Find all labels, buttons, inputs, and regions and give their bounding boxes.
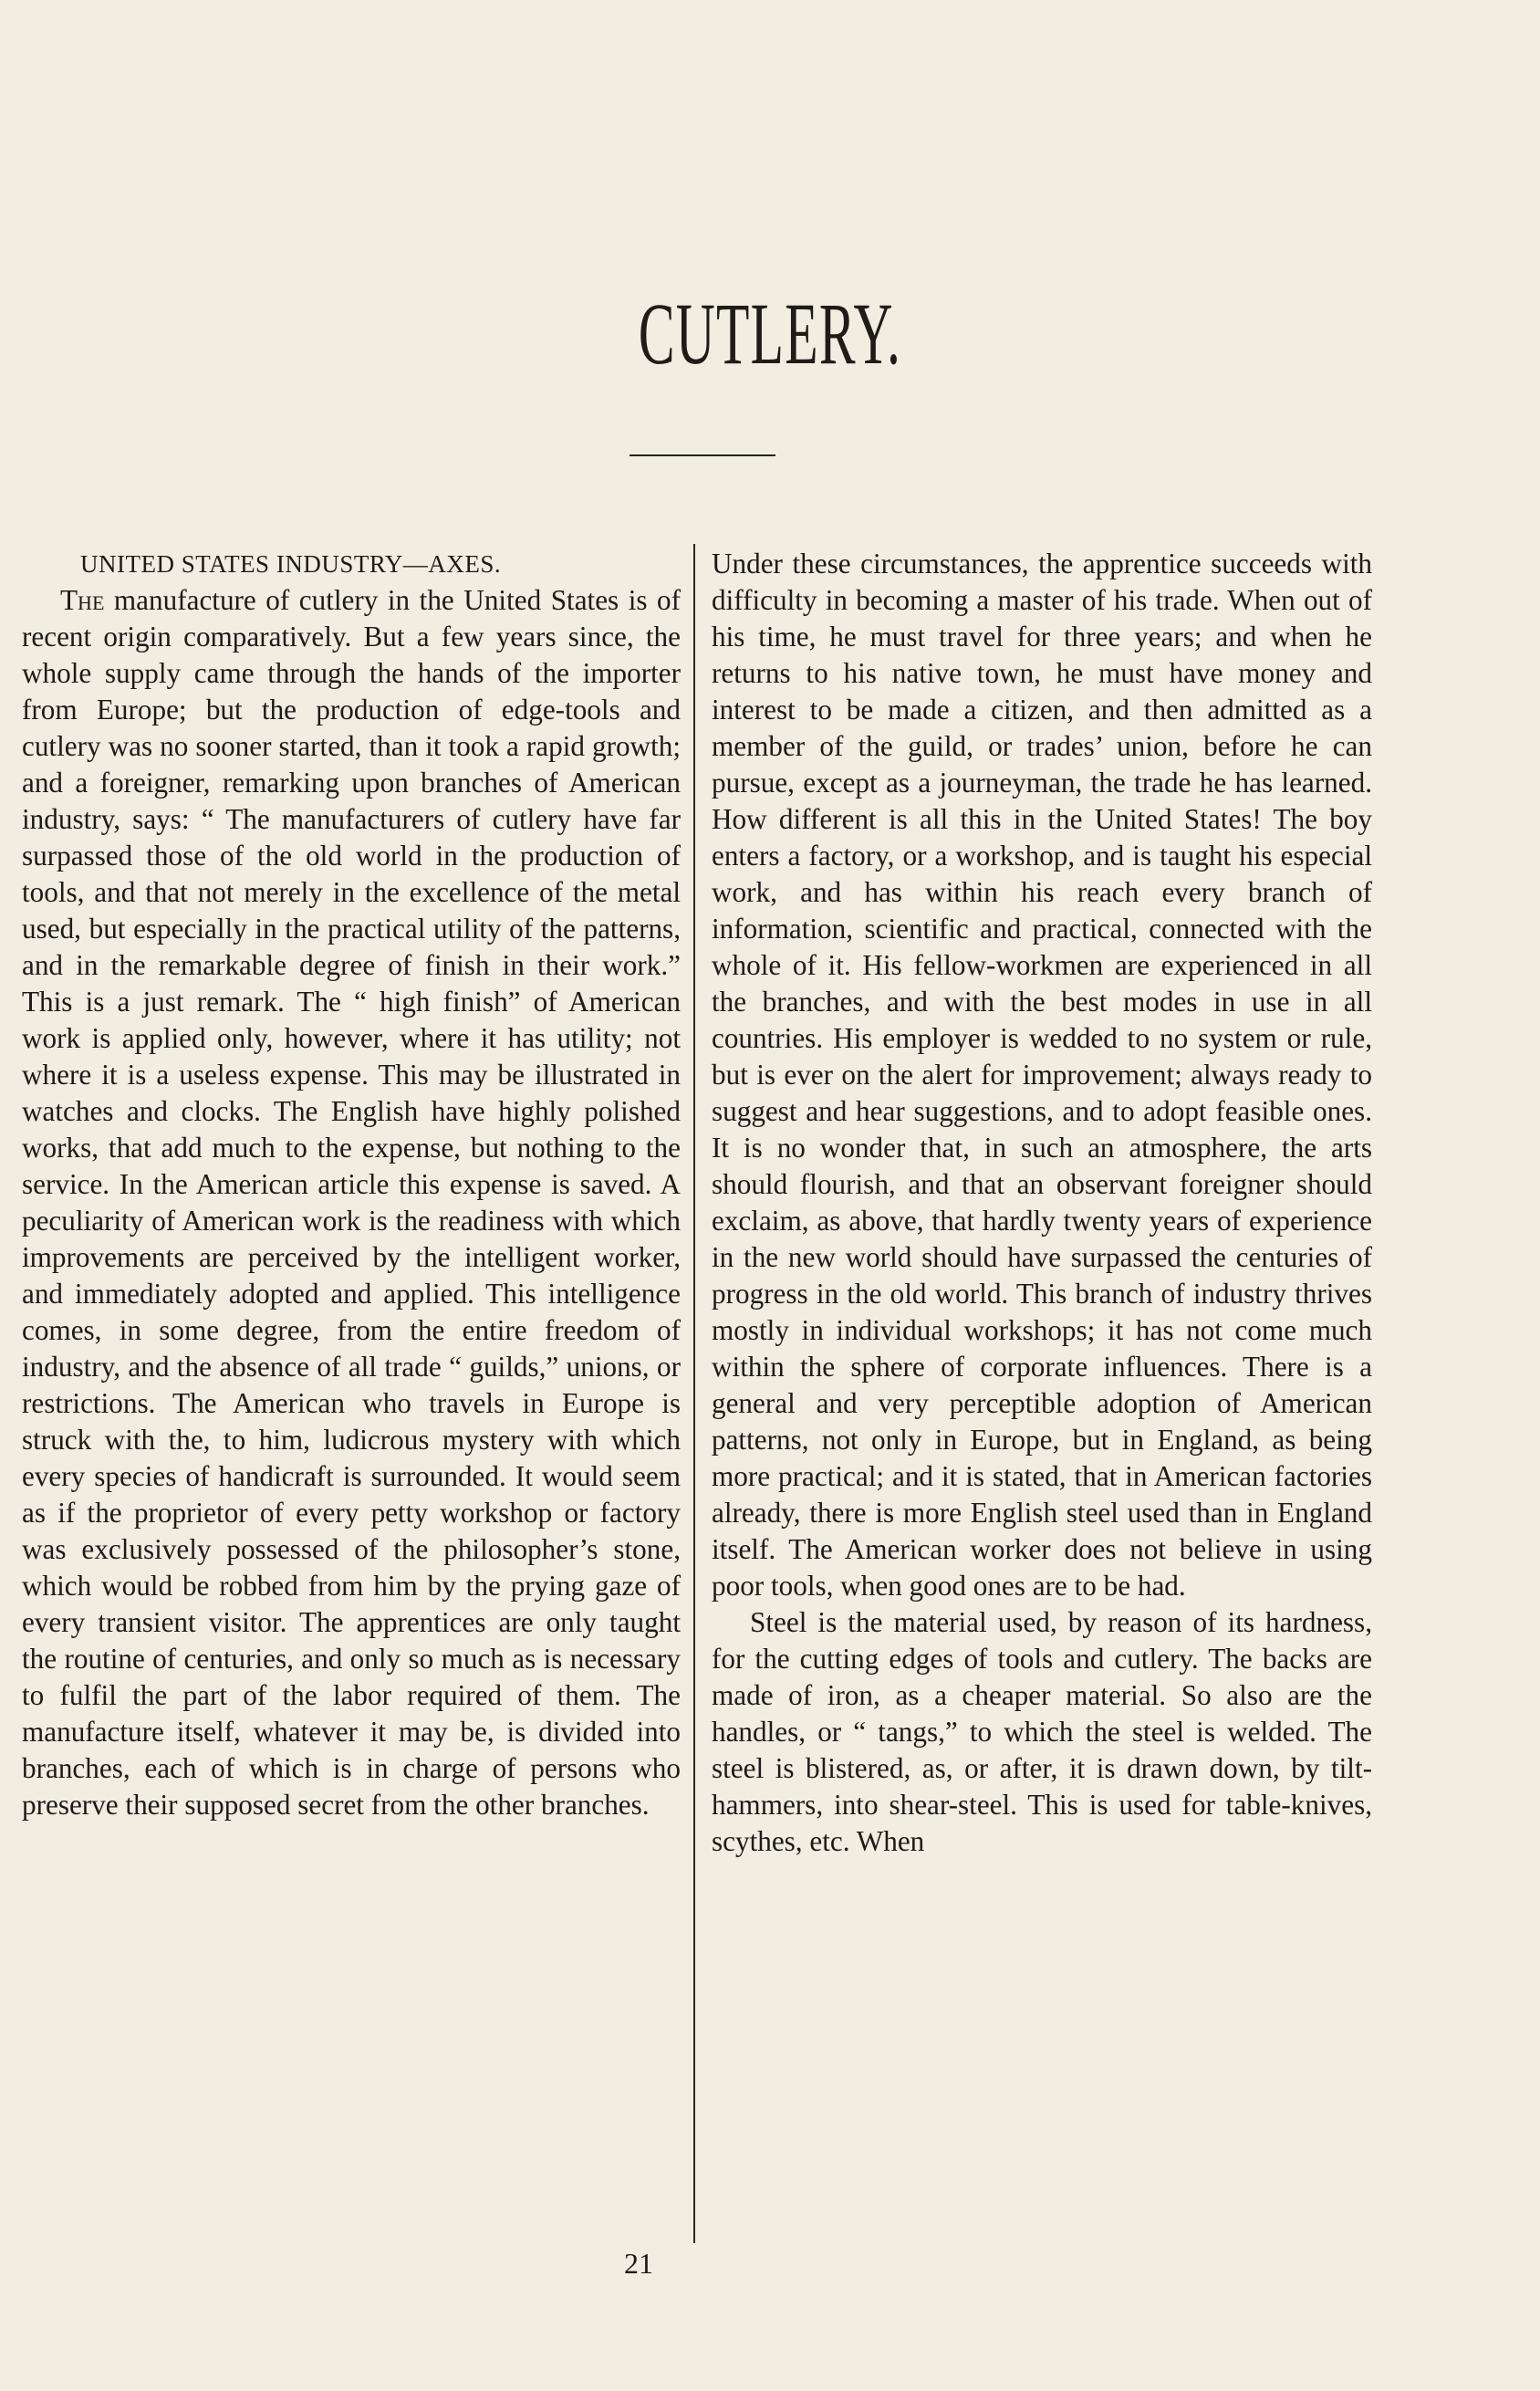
left-column [22,546,681,1823]
lead-word: The [60,584,105,616]
page-number: 21 [624,2247,653,2280]
page-title: CUTLERY. [638,285,902,382]
right-paragraph-1: Under these circumstances, the apprentice succeeds with difficulty in becoming a master of his trade. When out of his time, he must travel for three years; and when he returns to his native town, he must have money and interest to be made a citizen, and then admitted as a member of the guild, or trades’ union, before he can pursue, except as a journeyman, the trade he has learned. How different is all this in the United States! The boy enters a factory, or a workshop, and is taught his especial work, and has within his reach every branch of information, scientific and practical, connected with the whole of it. His fellow-workmen are experienced in all the branches, and with the best modes in use in all countries. His employer is wedded to no system or rule, but is ever on the alert for improvement; always ready to suggest and hear suggestions, and to adopt feasible ones. It is no wonder that, in such an atmosphere, the arts should flourish, and that an observant foreigner should exclaim, as above, that hardly twenty years of experience in the new world should have surpassed the centuries of progress in the old world. This branch of industry thrives mostly in individual workshops; it has not come much within the sphere of corporate influences. There is a general and very perceptible adoption of American patterns, not only in Europe, but in England, as being more practical; and it is stated, that in American factories already, there is more English steel used than in England itself. The American worker does not believe in using poor tools, when good ones are to be had. [712,548,1372,1602]
section-subheading: UNITED STATES INDUSTRY—AXES. [80,550,502,578]
left-paragraph-text: manufacture of cutlery in the United States is of recent origin comparatively. But a few years since, the whole supply came through the hands of the importer from Europe; but the production of edge-tools and cutlery was no sooner started, than it took a rapid growth; and a foreigner, remarking upon branches of American industry, says: “ The manufacturers of cutlery have far surpassed those of the old world in the production of tools, and that not merely in the excellence of the metal used, but especially in the practical utility of the patterns, and in the remarkable degree of finish in their work.” This is a just remark. The “ high finish” of American work is applied only, however, where it has utility; not where it is a useless expense. This may be illustrated in watches and clocks. The English have highly polished works, that add much to the expense, but nothing to the service. In the American article this expense is saved. A peculiarity of American work is the readiness with which improvements are perceived by the intelligent worker, and immediately adopted and applied. This intelligence comes, in some degree, from the entire freedom of industry, and the absence of all trade “ guilds,” unions, or restrictions. The American who travels in Europe is struck with the, to him, ludicrous mystery with which every species of handicraft is surrounded. It would seem as if the proprietor of every petty workshop or factory was exclusively possessed of the philosopher’s stone, which would be robbed from him by the prying gaze of every transient visitor. The apprentices are only taught the routine of centuries, and only so much as is necessary to fulfil the part of the labor required of them. The manufacture itself, whatever it may be, is divided into branches, each of which is in charge of persons who preserve their supposed secret from the other branches. [22,584,682,1821]
right-paragraph-2: Steel is the material used, by reason of its hardness, for the cutting edges of tools and cutlery. The backs are made of iron, as a cheaper material. So also are the handles, or “ tangs,” to which the steel is welded. The steel is blistered, as, or after, it is drawn down, by tilt-hammers, into shear-steel. This is used for table-knives, scythes, etc. When [712,1606,1372,1857]
column-divider [693,544,695,2243]
left-paragraph [22,582,681,1823]
right-column [712,546,1372,1860]
title-rule [630,454,775,456]
